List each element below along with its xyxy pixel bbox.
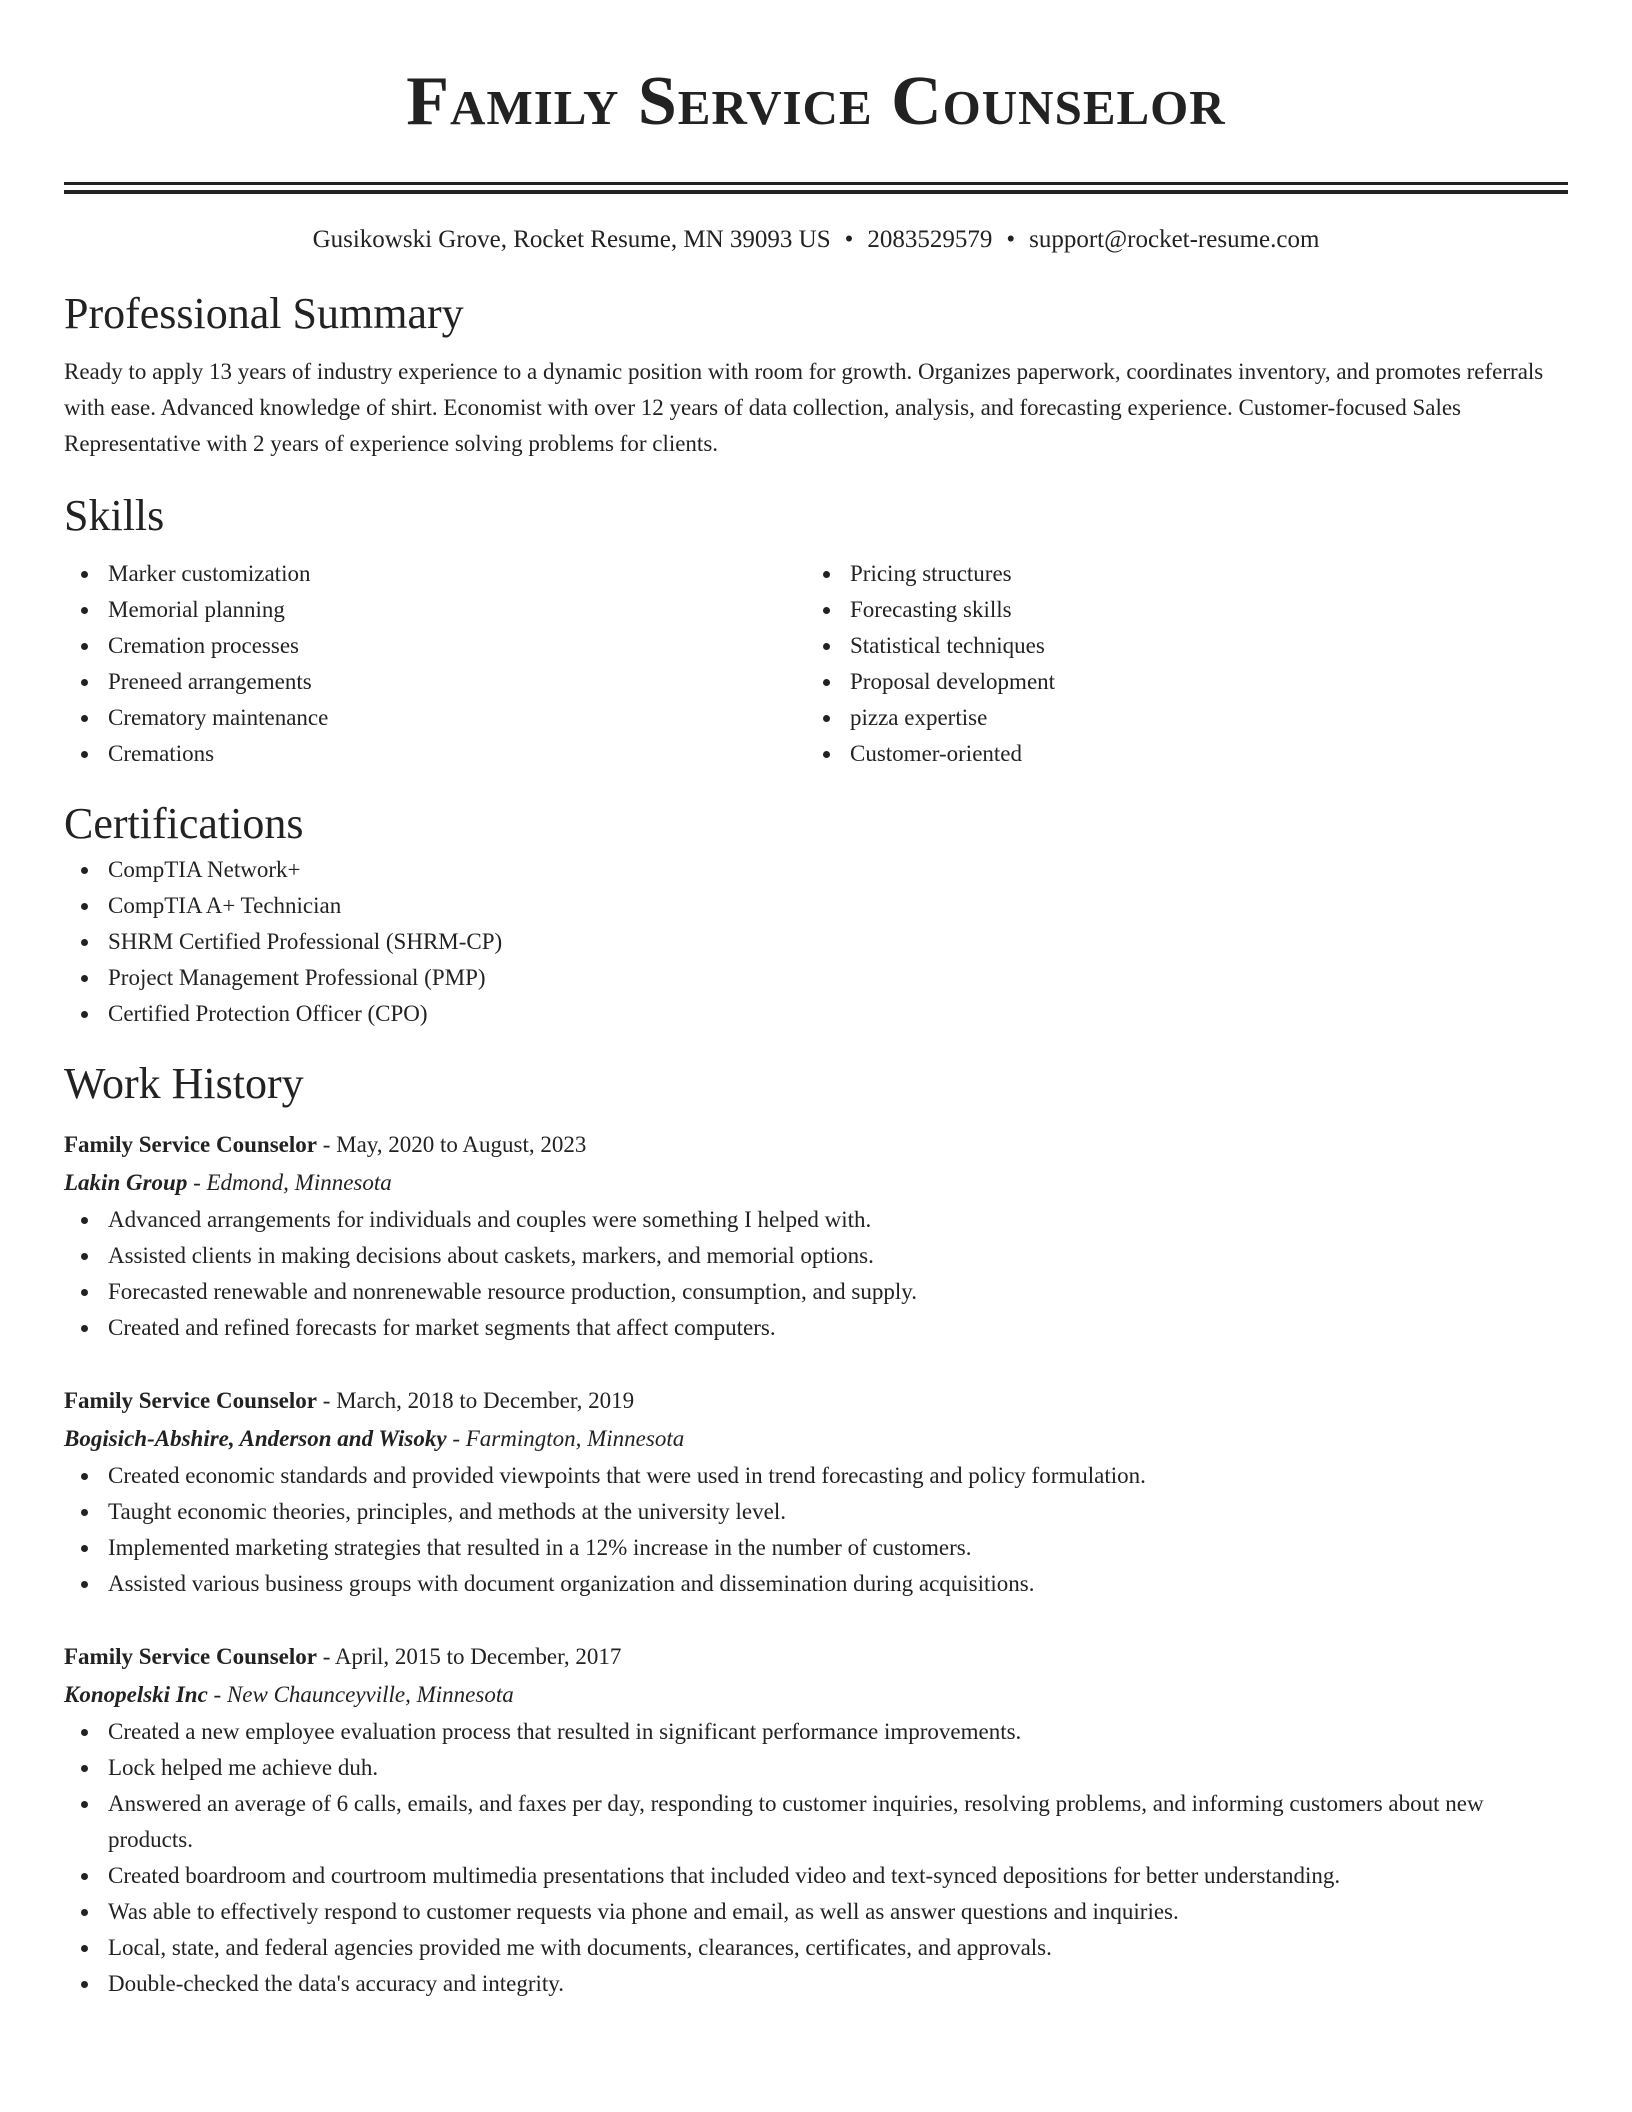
skill-item: Crematory maintenance (64, 700, 806, 736)
job-title-line (64, 1638, 1568, 1676)
skills-column-left (64, 556, 806, 772)
skill-item: Statistical techniques (806, 628, 1548, 664)
summary-text: Ready to apply 13 years of industry experience to a dynamic position with room for growth. Organizes paperwork, coordinates inventory, and promotes referrals with ease. Advanced knowledge of shirt. Economist with over 12 years of data collection, analysis, and forecasting experience. Customer-focused Sales Representative with 2 years of experience solving problems for clients. (64, 359, 1544, 456)
skill-item: Cremations (64, 736, 806, 772)
job-role: Family Service Counselor (64, 1644, 317, 1669)
job-duty-item: Taught economic theories, principles, and methods at the university level. (64, 1494, 1568, 1530)
job-entry (64, 1126, 1568, 1346)
job-duty-item: Created and refined forecasts for market segments that affect computers. (64, 1310, 1568, 1346)
job-duty-item: Was able to effectively respond to customer requests via phone and email, as well as answer questions and inquiries. (64, 1894, 1568, 1930)
skills-column-right (806, 556, 1548, 772)
certification-item: CompTIA Network+ (64, 852, 1568, 888)
job-title-line (64, 1126, 1568, 1164)
job-dates: - April, 2015 to December, 2017 (316, 1644, 622, 1669)
contact-phone: 2083529579 (867, 226, 993, 253)
job-duty-item: Local, state, and federal agencies provided me with documents, clearances, certificates, and approvals. (64, 1930, 1568, 1966)
job-title-line (64, 1382, 1568, 1420)
job-dates: - March, 2018 to December, 2019 (316, 1388, 635, 1413)
skills-grid (64, 556, 1568, 772)
job-role: Family Service Counselor (64, 1132, 317, 1157)
job-company-line (64, 1676, 1568, 1714)
skill-item: Marker customization (64, 556, 806, 592)
work-history-heading: Work History (64, 1059, 304, 1108)
job-role: Family Service Counselor (64, 1388, 317, 1413)
job-entry (64, 1638, 1568, 2002)
skill-item: Proposal development (806, 664, 1548, 700)
skills-list-left (64, 556, 806, 772)
skills-list-right (806, 556, 1548, 772)
job-duty-item: Lock helped me achieve duh. (64, 1750, 1568, 1786)
job-company-line (64, 1164, 1568, 1202)
job-company-line (64, 1420, 1568, 1458)
job-duty-item: Forecasted renewable and nonrenewable resource production, consumption, and supply. (64, 1274, 1568, 1310)
job-duty-item: Assisted clients in making decisions about caskets, markers, and memorial options. (64, 1238, 1568, 1274)
certifications-heading: Certifications (64, 799, 304, 848)
skill-item: Forecasting skills (806, 592, 1548, 628)
skills-heading: Skills (64, 491, 165, 540)
certification-item: CompTIA A+ Technician (64, 888, 1568, 924)
contact-separator: • (844, 226, 854, 253)
job-company: Lakin Group (64, 1170, 188, 1195)
job-duty-item: Answered an average of 6 calls, emails, and faxes per day, responding to customer inquiries, resolving problems, and informing customers about new products. (64, 1786, 1568, 1858)
certification-item: SHRM Certified Professional (SHRM-CP) (64, 924, 1568, 960)
certifications-list (64, 852, 1568, 1032)
contact-email: support@rocket-resume.com (1029, 226, 1320, 253)
job-location: - Edmond, Minnesota (187, 1170, 392, 1195)
job-entry (64, 1382, 1568, 1602)
skill-item: Customer-oriented (806, 736, 1548, 772)
job-location: - Farmington, Minnesota (446, 1426, 685, 1451)
job-duties-list (64, 1714, 1568, 2002)
contact-separator: • (1006, 226, 1016, 253)
job-duty-item: Created boardroom and courtroom multimedia presentations that included video and text-synced depositions for better understanding. (64, 1858, 1568, 1894)
certification-item: Project Management Professional (PMP) (64, 960, 1568, 996)
job-duties-list (64, 1202, 1568, 1346)
job-duty-item: Implemented marketing strategies that resulted in a 12% increase in the number of customers. (64, 1530, 1568, 1566)
job-company: Konopelski Inc (64, 1682, 208, 1707)
job-dates: - May, 2020 to August, 2023 (316, 1132, 587, 1157)
job-duty-item: Assisted various business groups with document organization and dissemination during acquisitions. (64, 1566, 1568, 1602)
job-duty-item: Created economic standards and provided viewpoints that were used in trend forecasting and policy formulation. (64, 1458, 1568, 1494)
skill-item: pizza expertise (806, 700, 1548, 736)
summary-heading: Professional Summary (64, 289, 464, 338)
contact-line (64, 224, 1568, 256)
skill-item: Preneed arrangements (64, 664, 806, 700)
job-location: - New Chaunceyville, Minnesota (207, 1682, 514, 1707)
title-double-rule (64, 182, 1568, 194)
job-duty-item: Created a new employee evaluation process that resulted in significant performance improvements. (64, 1714, 1568, 1750)
certification-item: Certified Protection Officer (CPO) (64, 996, 1568, 1032)
job-duty-item: Advanced arrangements for individuals and couples were something I helped with. (64, 1202, 1568, 1238)
skill-item: Cremation processes (64, 628, 806, 664)
resume-title: Family Service Counselor (406, 63, 1226, 140)
contact-address: Gusikowski Grove, Rocket Resume, MN 39093 US (312, 226, 831, 253)
job-duties-list (64, 1458, 1568, 1602)
job-company: Bogisich-Abshire, Anderson and Wisoky (64, 1426, 447, 1451)
skill-item: Memorial planning (64, 592, 806, 628)
skill-item: Pricing structures (806, 556, 1548, 592)
job-duty-item: Double-checked the data's accuracy and integrity. (64, 1966, 1568, 2002)
